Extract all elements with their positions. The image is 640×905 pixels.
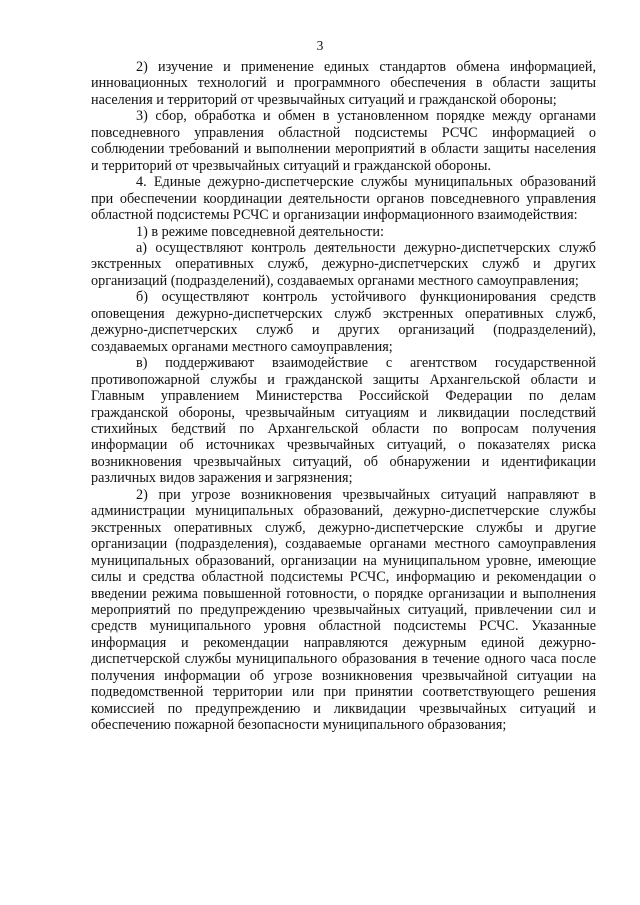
- document-body: [91, 59, 596, 734]
- paragraph: б) осуществляют контроль устойчивого функционирования средств оповещения дежурно-диспетчерских служб экстренных оперативных служб, дежурно-диспетчерских служб и других организаций (подразделений), создаваемых органами местного самоуправления;: [91, 289, 596, 355]
- paragraph: а) осуществляют контроль деятельности дежурно-диспетчерских служб экстренных оперативных служб, дежурно-диспетчерских служб и других организаций (подразделений), создаваемых органами местного самоуправления;: [91, 239, 596, 289]
- paragraph: 4. Единые дежурно-диспетчерские службы муниципальных образований при обеспечении координации деятельности органов повседневного управления областной подсистемы РСЧС и организации информационного взаимодействия:: [91, 174, 596, 224]
- paragraph: 2) изучение и применение единых стандартов обмена информацией, инновационных технологий и программного обеспечения в области защиты населения и территорий от чрезвычайных ситуаций и гражданской обороны;: [91, 59, 596, 108]
- page-number: 3: [316, 38, 324, 53]
- paragraph: 1) в режиме повседневной деятельности:: [136, 223, 384, 240]
- paragraph: 3) сбор, обработка и обмен в установленном порядке между органами повседневного управления областной подсистемы РСЧС информацией о соблюдении требований и выполнении мероприятий в области защиты населения и территорий от чрезвычайных ситуаций и гражданской обороны.: [91, 108, 596, 174]
- paragraph: в) поддерживают взаимодействие с агентством государственной противопожарной службы и гражданской защиты Архангельской области и Главным управлением Министерства Российской Федерации по делам гражданской обороны, чрезвычайным ситуациям и ликвидации последствий стихийных бедствий по Архангельской области по вопросам получения информации об источниках чрезвычайных ситуаций, о показателях риска возникновения чрезвычайных ситуаций, об обнаружении и идентификации различных видов заражения и загрязнения;: [91, 355, 596, 487]
- paragraph: 2) при угрозе возникновения чрезвычайных ситуаций направляют в администрации муниципальных образований, дежурно-диспетчерские службы экстренных оперативных служб, дежурно-диспетчерские службы и другие организации (подразделения), создаваемые органами местного самоуправления муниципальных образований, организации на муниципальном уровне, имеющие силы и средства областной подсистемы РСЧС, информацию и рекомендации о введении режима повышенной готовности, о порядке организации и выполнения мероприятий по предупреждению чрезвычайных ситуаций, привлечении сил и средств муниципального уровня областной подсистемы РСЧС. Указанные информация и рекомендации направляются дежурным единой дежурно-диспетчерской службы муниципального образования в течение одного часа после получения информации об угрозе возникновения чрезвычайной ситуации на подведомственной территории или при принятии соответствующего решения комиссией по предупреждению и ликвидации чрезвычайных ситуаций и обеспечению пожарной безопасности муниципального образования;: [91, 486, 596, 734]
